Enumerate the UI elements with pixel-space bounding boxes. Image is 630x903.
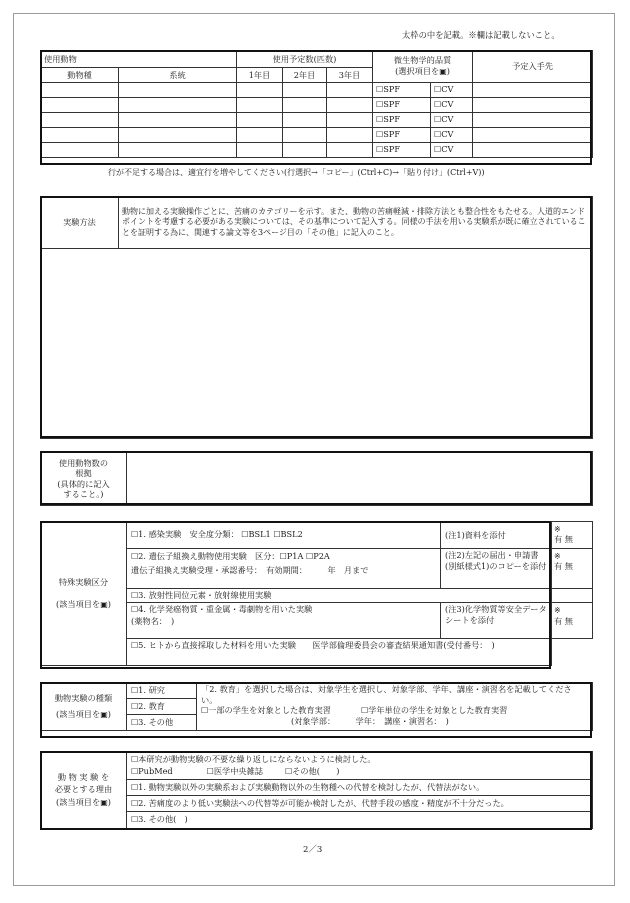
checkbox-icon: ☐ <box>376 115 384 125</box>
office-yes-no: 有 無 <box>554 561 573 572</box>
kind-note: 「2. 教育」を選択した場合は、対象学生を選択し、対象学部、学年、講座・演習名を記載してください。 <box>201 684 572 705</box>
office-mark-symbol: ※ <box>554 524 561 534</box>
reason-item-1-label: 1. 動物実験以外の実験系および実験動物以外の生物種への代替を検討したが、代替法がない。 <box>138 781 485 792</box>
checkbox-icon: ☐ <box>376 85 384 95</box>
checkbox-icon: ☐ <box>376 100 384 110</box>
year1-input[interactable] <box>237 83 283 98</box>
col-micro-quality-label: 微生物学的品質 <box>393 55 452 66</box>
special-item-3-label: 3. 放射性同位元素・放射線使用実験 <box>138 590 272 600</box>
kind-student-select[interactable] <box>361 705 507 715</box>
kind-option-other[interactable] <box>127 715 197 731</box>
reason-check[interactable] <box>127 752 593 780</box>
checkbox-icon: ☐ <box>131 782 139 792</box>
checkbox-icon: ☐ <box>306 552 314 561</box>
animal-row <box>41 98 593 113</box>
cv-label: CV <box>441 84 454 95</box>
col-strain: 系統 <box>119 68 237 83</box>
special-item-2-label: 2. 遺伝子組換え動物使用実験 区分： <box>138 551 280 561</box>
kind-student-partial: 一部の学生を対象とした教育実習 <box>208 705 331 715</box>
checkbox-icon: ☐ <box>434 100 442 110</box>
spf-label: SPF <box>383 114 401 125</box>
year1-input[interactable] <box>237 98 283 113</box>
special-table <box>40 521 593 666</box>
reason-item-3[interactable] <box>127 812 593 829</box>
reason-label-3: (該当項目を <box>56 797 101 807</box>
reason-item-2-label: 2. 苦痛度のより低い実験法への代替等が可能か検討したが、代替手段の感度・精度が不十分だった。 <box>138 797 509 808</box>
animals-table <box>40 50 593 158</box>
kind-option-research[interactable] <box>127 683 197 699</box>
checkbox-icon: ☐ <box>273 530 281 540</box>
year3-input[interactable] <box>327 113 373 128</box>
year3-input[interactable] <box>327 128 373 143</box>
other-db-label: その他( ) <box>292 765 340 776</box>
basis-label-4: すること。) <box>63 489 104 499</box>
checkbox-icon: ☐ <box>131 717 139 727</box>
special-item-4-label: 4. 化学発癌物質・重金属・毒劇物を用いた実験 <box>138 604 313 615</box>
special-label-text: 特殊実験区分 <box>58 577 109 588</box>
col-species: 動物種 <box>41 68 119 83</box>
kind-option-education[interactable] <box>127 699 197 715</box>
special-label <box>41 522 127 666</box>
year2-input[interactable] <box>283 143 327 158</box>
basis-label <box>41 452 127 506</box>
checkbox-mark-icon: ▣ <box>100 709 108 719</box>
checkbox-icon: ☐ <box>131 641 139 651</box>
kind-label-2-end: ) <box>107 708 111 719</box>
animal-row <box>41 143 593 158</box>
special-item-1-label: 1. 感染実験 安全度分類： <box>138 529 239 540</box>
reason-label-3-end: ) <box>107 797 111 807</box>
page-number: 2／3 <box>303 845 323 855</box>
source-input[interactable] <box>473 98 593 113</box>
species-input[interactable] <box>41 143 119 158</box>
reason-table <box>40 751 593 829</box>
special-item-2[interactable] <box>127 549 441 589</box>
checkbox-icon: ☐ <box>131 754 139 764</box>
col-year2: 2年目 <box>283 68 327 83</box>
source-input[interactable] <box>473 143 593 158</box>
reason-item-1[interactable] <box>127 780 593 796</box>
special-note-1: (注1)資料を添付 <box>441 522 552 549</box>
checkbox-icon: ☐ <box>284 766 293 776</box>
col-micro-quality-sub: (選択項目を <box>395 66 440 77</box>
source-input[interactable] <box>473 128 593 143</box>
cv-label: CV <box>441 114 454 125</box>
checkbox-icon: ☐ <box>241 530 249 540</box>
checkbox-icon: ☐ <box>131 685 139 695</box>
kind-option-education-label: 2. 教育 <box>138 700 165 711</box>
source-input[interactable] <box>473 83 593 98</box>
bsl1-label: BSL1 <box>248 529 271 540</box>
reason-label-2: 必要とする理由 <box>54 784 113 795</box>
kind-target: (対象学部： 学年： 講座・演習名： ) <box>291 716 449 727</box>
kind-option-other-label: 3. その他 <box>138 716 174 727</box>
checkbox-icon: ☐ <box>131 766 139 776</box>
bsl2-label: BSL2 <box>280 529 303 540</box>
year3-input[interactable] <box>327 83 373 98</box>
office-mark-symbol: ※ <box>554 551 561 561</box>
kind-option-research-label: 1. 研究 <box>138 684 165 695</box>
kind-student-grade: 学年単位の学生を対象とした教育実習 <box>368 705 508 715</box>
special-item-3[interactable] <box>127 589 552 603</box>
strain-input[interactable] <box>119 143 237 158</box>
strain-input[interactable] <box>119 128 237 143</box>
kind-detail <box>197 683 593 731</box>
checkbox-mark-icon: ▣ <box>439 67 447 77</box>
strain-input[interactable] <box>119 113 237 128</box>
office-mark-symbol: ※ <box>554 605 561 616</box>
reason-check-label: 本研究が動物実験の不要な繰り返しにならないように検討した。 <box>138 753 376 764</box>
kind-student-select[interactable] <box>201 705 331 715</box>
spf-label: SPF <box>383 84 401 95</box>
spf-checkbox[interactable] <box>373 128 431 143</box>
method-table <box>40 196 593 439</box>
col-micro-quality-sub-end: ) <box>446 66 450 77</box>
spf-checkbox[interactable] <box>373 83 431 98</box>
year2-input[interactable] <box>283 98 327 113</box>
office-empty-cell <box>552 639 593 666</box>
special-item-4[interactable] <box>127 603 441 639</box>
col-year3: 3年目 <box>327 68 373 83</box>
special-note-2: (注2)左記の届出・申請書(別紙様式1)のコピーを添付 <box>441 549 552 589</box>
office-mark-2 <box>552 549 593 589</box>
checkbox-icon: ☐ <box>131 552 139 561</box>
checkbox-icon: ☐ <box>131 605 139 615</box>
reason-label-1: 動 物 実 験 を <box>57 771 110 782</box>
checkbox-mark-icon: ▣ <box>100 599 108 609</box>
special-item-4-drug: (薬物名： ) <box>131 615 175 626</box>
spf-checkbox[interactable] <box>373 98 431 113</box>
cv-checkbox[interactable] <box>431 128 473 143</box>
animal-row <box>41 128 593 143</box>
reason-label <box>41 752 127 829</box>
kind-label-1: 動物実験の種類 <box>54 692 113 703</box>
spf-checkbox[interactable] <box>373 113 431 128</box>
col-source: 予定入手先 <box>473 51 593 83</box>
cv-label: CV <box>441 129 454 140</box>
year1-input[interactable] <box>237 113 283 128</box>
checkbox-icon: ☐ <box>206 766 214 776</box>
office-yes-no: 有 無 <box>554 615 573 626</box>
method-description: 動物に加える実験操作ごとに、苦痛のカテゴリーを示す。また、動物の苦痛軽減・排除方法とも整合性をもたせる。人道的エンドポイントを考慮する必要がある実験については、その基準について記入する。同様の手法を用いる実験系が既に確立されていることを証明する為に、関連する論文等を3ページ目の「その他」に記入のこと。 <box>119 197 593 249</box>
year2-input[interactable] <box>283 128 327 143</box>
checkbox-icon: ☐ <box>279 552 287 561</box>
kind-label-2: (該当項目を <box>56 708 101 719</box>
p2a-label: P2A <box>313 551 330 561</box>
office-mark-3 <box>552 603 593 639</box>
basis-label-2: 根拠 <box>75 468 92 478</box>
checkbox-icon: ☐ <box>376 145 384 155</box>
office-mark-1 <box>552 522 593 549</box>
species-input[interactable] <box>41 128 119 143</box>
office-yes-no: 有 無 <box>554 534 573 545</box>
year2-input[interactable] <box>283 113 327 128</box>
checkbox-icon: ☐ <box>131 815 139 825</box>
method-input[interactable] <box>41 249 593 439</box>
cv-checkbox[interactable] <box>431 98 473 113</box>
checkbox-icon: ☐ <box>434 130 442 140</box>
p1a-label: P1A <box>286 551 304 561</box>
cv-checkbox[interactable] <box>431 113 473 128</box>
kind-label <box>41 683 127 731</box>
species-input[interactable] <box>41 98 119 113</box>
checkbox-icon: ☐ <box>434 145 442 155</box>
basis-input[interactable] <box>127 452 593 506</box>
strain-input[interactable] <box>119 98 237 113</box>
year3-input[interactable] <box>327 143 373 158</box>
year2-input[interactable] <box>283 83 327 98</box>
kind-table <box>40 682 593 731</box>
reason-item-2[interactable] <box>127 796 593 812</box>
cv-label: CV <box>441 144 454 155</box>
col-used-animals: 使用動物 <box>41 51 237 68</box>
checkbox-icon: ☐ <box>131 591 139 600</box>
checkbox-icon: ☐ <box>131 701 139 711</box>
header-note: 太枠の中を記載。※欄は記載しないこと。 <box>402 30 560 40</box>
animal-row <box>41 83 593 98</box>
cv-label: CV <box>441 99 454 110</box>
basis-table <box>40 451 593 506</box>
cv-checkbox[interactable] <box>431 83 473 98</box>
checkbox-icon: ☐ <box>434 85 442 95</box>
checkbox-icon: ☐ <box>361 706 369 715</box>
col-year1: 1年目 <box>237 68 283 83</box>
pubmed-label: PubMed <box>138 765 173 776</box>
year3-input[interactable] <box>327 98 373 113</box>
year1-input[interactable] <box>237 128 283 143</box>
method-label: 実験方法 <box>41 197 119 249</box>
species-input[interactable] <box>41 83 119 98</box>
special-item-1[interactable] <box>127 522 441 549</box>
checkbox-icon: ☐ <box>434 115 442 125</box>
row-note: 行が不足する場合は、適宜行を増やしてください(行選択→「コピー」(Ctrl+C)→「貼り付け」(Ctrl+V)) <box>108 168 485 177</box>
animal-row <box>41 113 593 128</box>
checkbox-icon: ☐ <box>376 130 384 140</box>
special-item-5[interactable] <box>127 639 552 666</box>
spf-label: SPF <box>383 144 401 155</box>
reason-item-3-label: 3. その他( ) <box>138 814 188 825</box>
basis-label-3: (具体的に記入 <box>57 478 110 489</box>
source-input[interactable] <box>473 113 593 128</box>
spf-checkbox[interactable] <box>373 143 431 158</box>
cv-checkbox[interactable] <box>431 143 473 158</box>
checkbox-mark-icon: ▣ <box>100 798 108 807</box>
year1-input[interactable] <box>237 143 283 158</box>
ichushi-label: 医学中央雑誌 <box>213 765 263 776</box>
checkbox-icon: ☐ <box>131 530 139 540</box>
strain-input[interactable] <box>119 83 237 98</box>
spf-label: SPF <box>383 99 401 110</box>
basis-label-1: 使用動物数の <box>58 457 109 468</box>
spf-label: SPF <box>383 129 401 140</box>
special-label-sub: (該当項目を <box>56 598 101 609</box>
col-planned-count: 使用予定数(匹数) <box>237 51 373 68</box>
special-item-5-label: 5. ヒトから直接採取した材料を用いた実験 医学部倫理委員会の審査結果通知書(受付番号： ) <box>138 640 495 651</box>
checkbox-icon: ☐ <box>201 706 209 715</box>
col-micro-quality <box>373 51 473 83</box>
special-label-sub-end: ) <box>107 598 111 609</box>
office-empty-cell <box>552 589 593 603</box>
species-input[interactable] <box>41 113 119 128</box>
special-note-3: (注3)化学物質等安全データシートを添付 <box>441 603 552 639</box>
checkbox-icon: ☐ <box>131 798 139 808</box>
special-item-2-approval: 遺伝子組換え実験受理・承認番号： 有効期間： 年 月まで <box>131 564 369 575</box>
